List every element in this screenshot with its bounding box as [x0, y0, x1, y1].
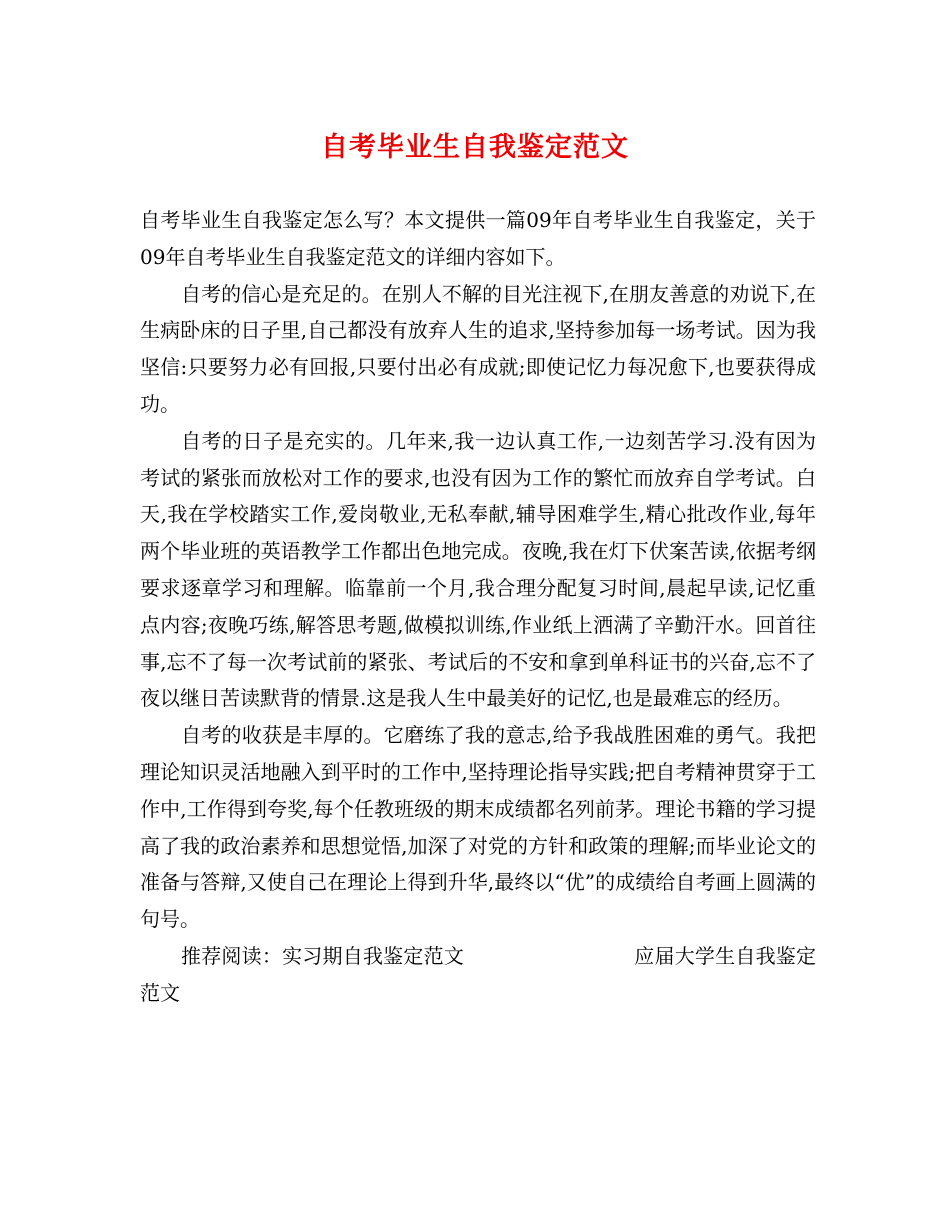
document-title: 自考毕业生自我鉴定范文 — [321, 132, 629, 163]
recommended-reading-label: 推荐阅读： — [181, 943, 283, 968]
recommended-reading — [140, 938, 816, 1012]
intro-paragraph: 自考毕业生自我鉴定怎么写？本文提供一篇09年自考毕业生自我鉴定，关于09年自考毕业生自我鉴定范文的详细内容如下。 — [140, 208, 816, 269]
paragraph-rich-harvest: 自考的收获是丰厚的。它磨练了我的意志,给予我战胜困难的勇气。我把理论知识灵活地融入到平时的工作中,坚持理论指导实践;把自考精神贯穿于工作中,工作得到夸奖,每个任教班级的期末成绩都名列前茅。理论书籍的学习提高了我的政治素养和思想觉悟,加深了对党的方针和政策的理解;而毕业论文的准备与答辩,又使自己在理论上得到升华,最终以“优”的成绩给自考画上圆满的句号。 — [140, 723, 816, 932]
recommended-link-internship[interactable]: 实习期自我鉴定范文 — [282, 943, 465, 968]
paragraph-fulfilling-days: 自考的日子是充实的。几年来,我一边认真工作,一边刻苦学习.没有因为考试的紧张而放松对工作的要求,也没有因为工作的繁忙而放弃自学考试。白天,我在学校踏实工作,爱岗敬业,无私奉献,辅导困难学生,精心批改作业,每年两个毕业班的英语教学工作都出色地完成。夜晚,我在灯下伏案苦读,依据考纲要求逐章学习和理解。临靠前一个月,我合理分配复习时间,晨起早读,记忆重点内容;夜晚巧练,解答思考题,做模拟训练,作业纸上洒满了辛勤汗水。回首往事,忘不了每一次考试前的紧张、考试后的不安和拿到单科证书的兴奋,忘不了夜以继日苦读默背的情景.这是我人生中最美好的记忆,也是最难忘的经历。 — [140, 428, 816, 711]
paragraph-confidence: 自考的信心是充足的。在别人不解的目光注视下,在朋友善意的劝说下,在生病卧床的日子里,自己都没有放弃人生的追求,坚持参加每一场考试。因为我坚信:只要努力必有回报,只要付出必有成就;即使记忆力每况愈下,也要获得成功。 — [140, 281, 816, 416]
recommended-link-graduate[interactable]: 应届大学生自我鉴定范文 — [140, 943, 817, 1005]
document-body — [140, 202, 816, 1012]
